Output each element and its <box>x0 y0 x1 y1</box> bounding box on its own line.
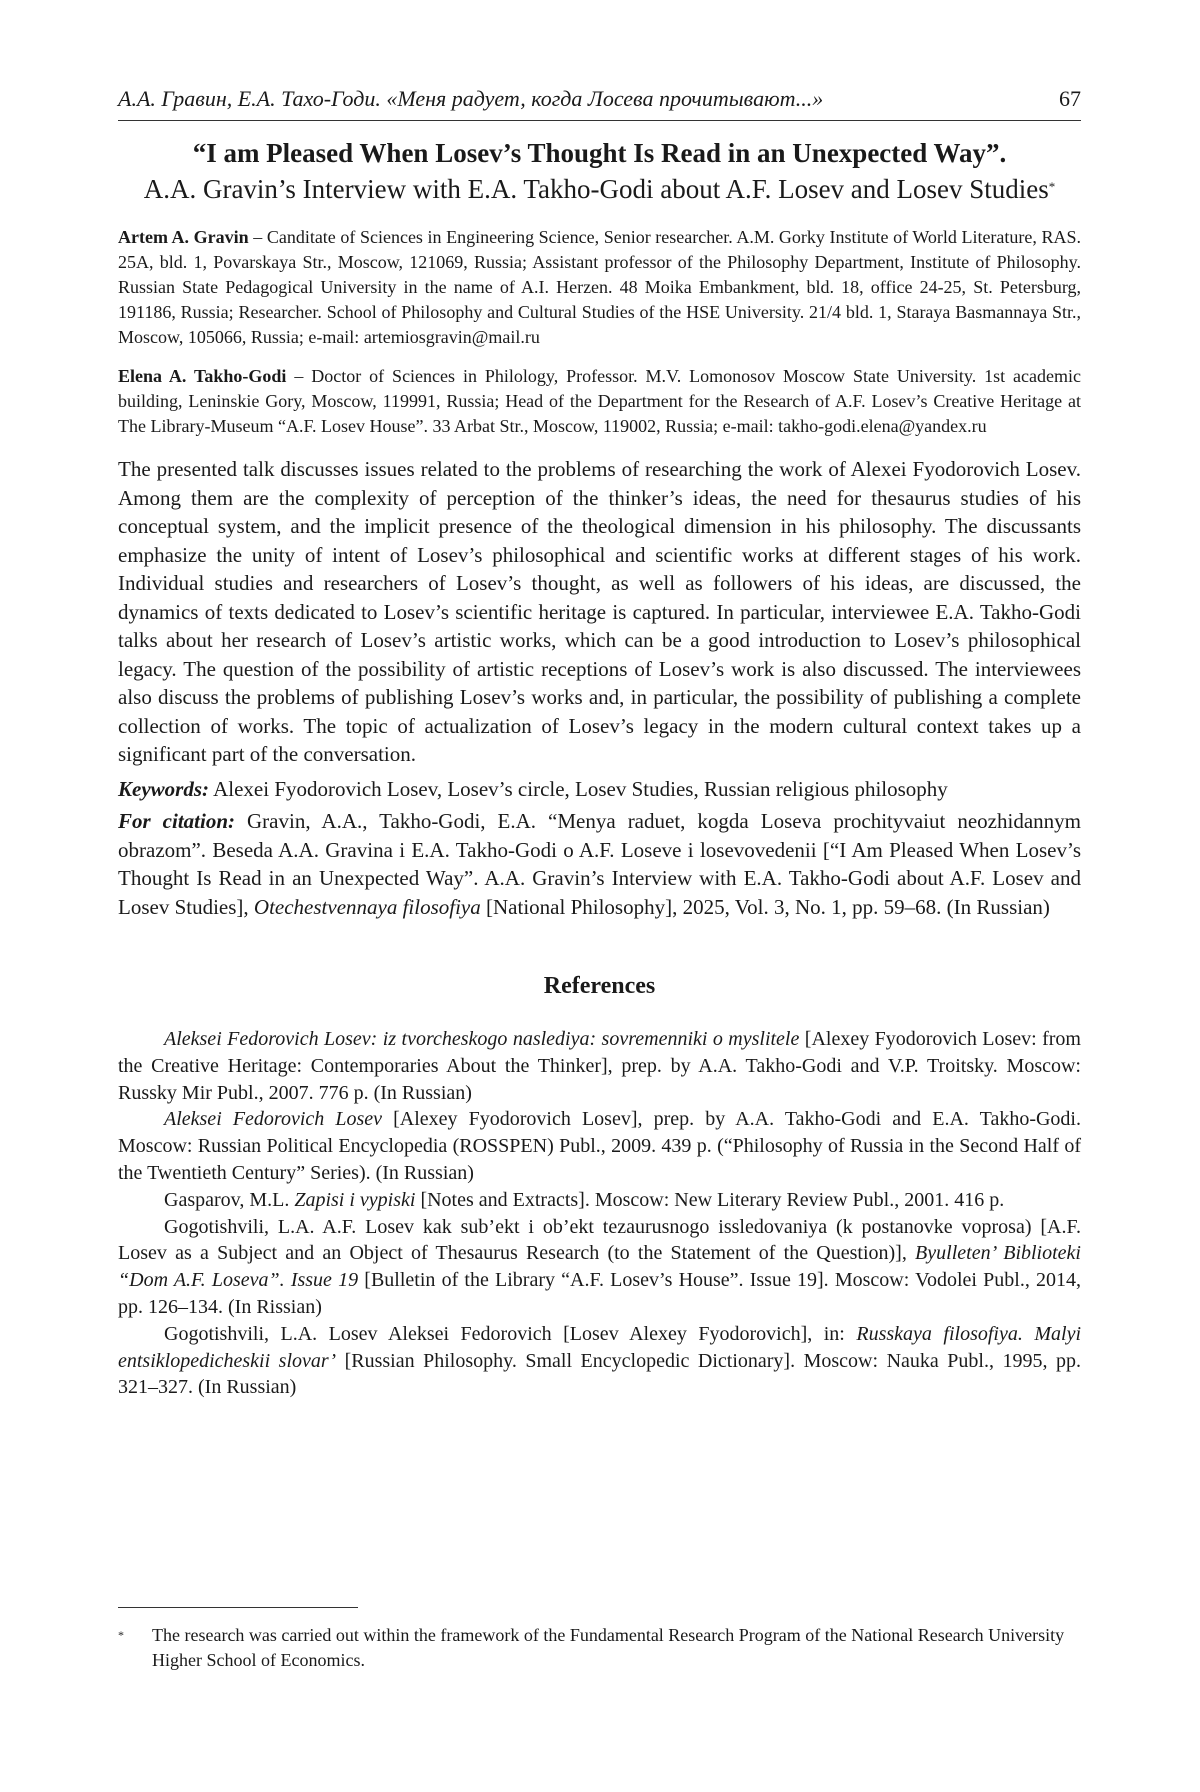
reference-item <box>118 1187 1081 1214</box>
ref-italic: Zapisi i vypiski <box>294 1188 416 1211</box>
running-head-title: А.А. Гравин, Е.А. Тахо-Годи. «Меня радует, когда Лосева прочитывают...» <box>118 86 824 111</box>
title-line-1: “I am Pleased When Losev’s Thought Is Read in an Unexpected Way”. <box>192 138 1007 168</box>
ref-text: Gogotishvili, L.A. A.F. Losev kak sub’ekt i ob’ekt tezaurusnogo issledovaniya (k postanovke voprosa) [A.F. Losev as a Subject and an Object of Thesaurus Research (to the Statement of the Question)], <box>118 1215 1081 1265</box>
reference-item <box>118 1026 1081 1106</box>
article-title <box>118 135 1081 207</box>
citation-label: For citation: <box>118 809 236 833</box>
keywords <box>118 775 1081 804</box>
page-number: 67 <box>1059 86 1081 111</box>
keywords-label: Keywords: <box>118 776 209 801</box>
reference-item <box>118 1321 1081 1401</box>
ref-italic: Aleksei Fedorovich Losev: iz tvorcheskogo naslediya: sovremenniki o myslitele <box>164 1028 800 1050</box>
ref-text: Gogotishvili, L.A. Losev Aleksei Fedorovich [Losev Alexey Fyodorovich], in: <box>164 1322 857 1345</box>
references-list <box>118 1026 1081 1401</box>
ref-italic: Russkaya filosofiya. Malyi entsiklopedicheskii slovar’ <box>118 1322 1081 1372</box>
title-line-2-text: A.A. Gravin’s Interview with E.A. Takho-Godi about A.F. Losev and Losev Studies <box>143 174 1049 204</box>
ref-text: Gasparov, M.L. <box>164 1188 295 1211</box>
author-name: Artem A. Gravin <box>118 227 249 247</box>
keywords-text: Alexei Fyodorovich Losev, Losev’s circle, Losev Studies, Russian religious philosophy <box>209 776 948 801</box>
author-takho-godi <box>118 364 1081 439</box>
author-gravin <box>118 225 1081 350</box>
reference-item <box>118 1214 1081 1321</box>
author-details: – Canditate of Sciences in Engineering Science, Senior researcher. A.M. Gorky Institute of World Literature, RAS. 25A, bld. 1, Povarskaya Str., Moscow, 121069, Russia; Assistant professor of the Philosophy Department, Institute of Philosophy. Russian State Pedagogical University in the name of A.I. Herzen. 48 Moika Embankment, bld. 18, office 24-25, St. Petersburg, 191186, Russia; Researcher. School of Philosophy and Cultural Studies of the HSE University. 21/4 bld. 1, Staraya Basmannaya Str., Moscow, 105066, Russia; e-mail: artemiosgravin@mail.ru <box>118 227 1082 347</box>
author-details: – Doctor of Sciences in Philology, Professor. M.V. Lomonosov Moscow State University. 1st academic building, Leninskie Gory, Moscow, 119991, Russia; Head of the Department for the Research of A.F. Losev’s Creative Heritage at The Library-Museum “A.F. Losev House”. 33 Arbat Str., Moscow, 119002, Russia; e-mail: takho-godi.elena@yandex.ru <box>118 366 1081 436</box>
citation-journal: Otechestvennaya filosofiya <box>253 894 481 919</box>
author-name: Elena A. Takho-Godi <box>118 366 287 386</box>
page <box>118 86 1081 1401</box>
ref-text: [Alexey Fyodorovich Losev: from the Creative Heritage: Contemporaries About the Thinker], prep. by A.A. Takho-Godi and V.P. Troitsky. Moscow: Russky Mir Publ., 2007. 776 p. (In Russian) <box>118 1028 1081 1104</box>
reference-item <box>118 1106 1081 1186</box>
ref-text: [Russian Philosophy. Small Encyclopedic Dictionary]. Moscow: Nauka Publ., 1995, pp. 321–327. (In Russian) <box>118 1349 1081 1399</box>
ref-text: [Notes and Extracts]. Moscow: New Literary Review Publ., 2001. 416 p. <box>415 1188 1005 1211</box>
title-footnote-mark: * <box>1048 179 1056 194</box>
citation-part-1: Gravin, A.A., Takho-Godi, E.A. “Menya raduet, kogda Loseva prochityvaiut neozhidannym obrazom”. Beseda A.A. Gravina i E.A. Takho-Godi o A.F. Loseve i losevovedenii [“I Am Pleased When Losev’s Thought Is Read in an Unexpected Way”. A.A. Gravin’s Interview with E.A. Takho-Godi about A.F. Losev and Losev Studies], <box>118 809 1081 919</box>
ref-italic: Byulleten’ Biblioteki “Dom A.F. Loseva”. Issue 19 <box>118 1242 1081 1292</box>
footnote-mark: * <box>118 1628 124 1642</box>
citation <box>118 807 1081 921</box>
ref-text: [Bulletin of the Library “A.F. Losev’s House”. Issue 19]. Moscow: Vodolei Publ., 2014, pp. 126–134. (In Rissian) <box>118 1269 1082 1318</box>
footnote-text: The research was carried out within the framework of the Fundamental Research Program of the National Research University Higher School of Economics. <box>152 1625 1065 1670</box>
ref-italic: Aleksei Fedorovich Losev <box>164 1108 383 1131</box>
references-heading: References <box>543 973 656 999</box>
title-line-2 <box>118 171 1081 207</box>
footnote-rule <box>118 1607 358 1608</box>
abstract: The presented talk discusses issues related to the problems of researching the work of Alexei Fyodorovich Losev. Among them are the complexity of perception of the thinker’s ideas, the need for thesaurus studies of his conceptual system, and the implicit presence of the theological dimension in his philosophy. The discussants emphasize the unity of intent of Losev’s philosophical and scientific works at different stages of his work. Individual studies and researchers of Losev’s thought, as well as followers of his ideas, are discussed, the dynamics of texts dedicated to Losev’s scientific heritage is captured. In particular, interviewee E.A. Takho-Godi talks about her research of Losev’s artistic works, which can be a good introduction to Losev’s philosophical legacy. The question of the possibility of artistic receptions of Losev’s work is also discussed. The interviewees also discuss the problems of publishing Losev’s works and, in particular, the possibility of publishing a complete collection of works. The topic of actualization of Losev’s legacy in the modern cultural context takes up a significant part of the conversation. <box>118 457 1081 766</box>
footnote <box>118 1623 1081 1673</box>
running-head <box>118 86 1081 121</box>
ref-text: [Alexey Fyodorovich Losev], prep. by A.A. Takho-Godi and E.A. Takho-Godi. Moscow: Russian Political Encyclopedia (ROSSPEN) Publ., 2009. 439 p. (“Philosophy of Russia in the Second Half of the Twentieth Century” Series). (In Russian) <box>118 1108 1081 1184</box>
citation-part-2: [National Philosophy], 2025, Vol. 3, No. 1, pp. 59–68. (In Russian) <box>480 894 1050 919</box>
